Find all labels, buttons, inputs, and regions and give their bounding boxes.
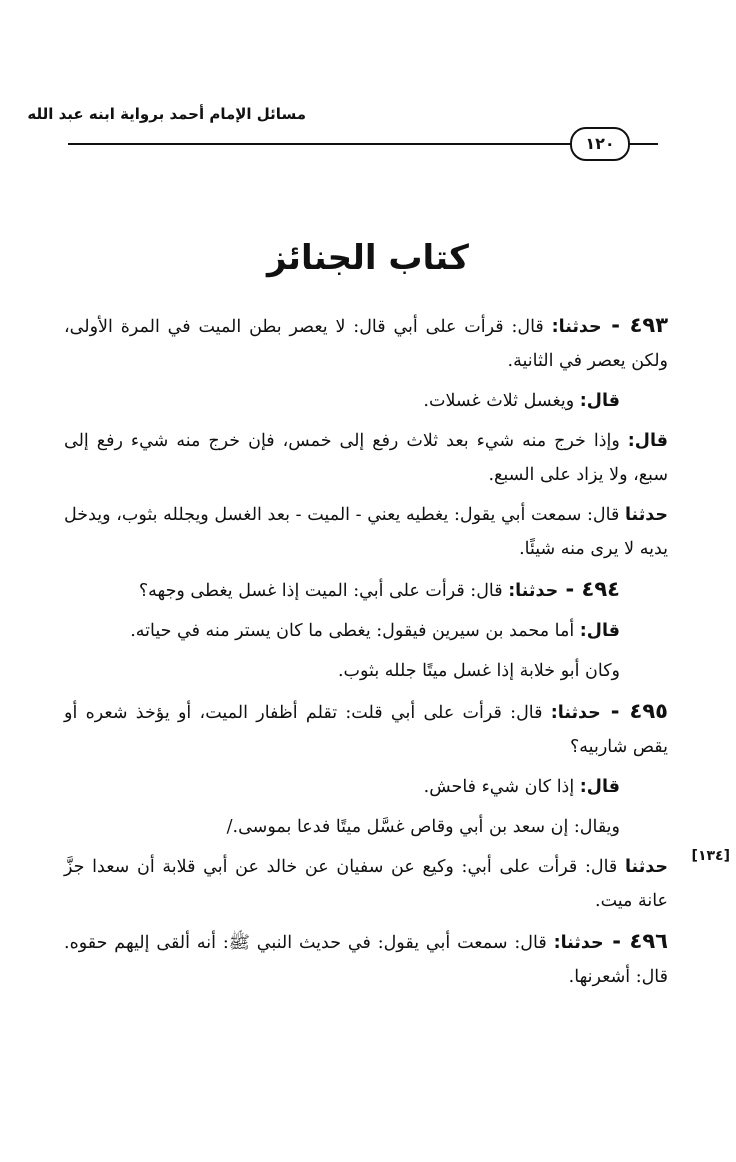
paragraph-text: وإذا خرج منه شيء بعد ثلاث رفع إلى خمس، فإن خرج منه شيء رفع إلى سبع، ولا يزاد على السبع.	[64, 431, 668, 485]
paragraph	[64, 424, 668, 492]
paragraph	[64, 810, 668, 844]
issue-number: ٤٩٥	[629, 699, 668, 723]
paragraph-keyword: حدثنا:	[550, 703, 601, 723]
paragraph-text: قال: سمعت أبي يقول: يغطيه يعني - الميت - بعد الغسل ويجلله بثوب، ويدخل يديه لا يرى منه شيئًا.	[64, 505, 668, 559]
paragraph-keyword: قال:	[579, 391, 620, 411]
paragraph-text: أما محمد بن سيرين فيقول: يغطى ما كان يستر منه في حياته.	[130, 621, 580, 641]
body-text	[64, 308, 668, 1000]
paragraph-text: ويقال: إن سعد بن أبي وقاص غسَّل ميتًا فدعا بموسى./	[226, 817, 620, 837]
paragraph-keyword: حدثنا:	[508, 581, 559, 601]
paragraph	[64, 654, 668, 688]
chapter-title: كتاب الجنائز	[267, 238, 469, 278]
paragraph-keyword: قال:	[579, 621, 620, 641]
paragraph: ٤٩٦ - حدثنا: قال: سمعت أبي يقول: في حديث النبي ﷺ: أنه ألقى إليهم حقوه. قال: أشعرنها.	[64, 929, 668, 987]
paragraph-keyword: حدثنا:	[553, 933, 604, 953]
paragraph	[64, 770, 668, 804]
paragraph-text: وكان أبو خلابة إذا غسل ميتًا جلله بثوب.	[337, 661, 620, 681]
paragraph	[64, 850, 668, 918]
paragraph-text: إذا كان شيء فاحش.	[423, 777, 580, 797]
paragraph-text: قال: قرأت على أبي: وكيع عن سفيان عن خالد عن أبي قلابة أن سعدا جزَّ عانة ميت.	[64, 857, 668, 911]
paragraph	[64, 498, 668, 566]
issue-number: ٤٩٤	[581, 577, 620, 601]
paragraph: ٤٩٤ - حدثنا: قال: قرأت على أبي: الميت إذا غسل يغطى وجهه؟	[138, 577, 620, 601]
paragraph: ٤٩٣ - حدثنا: قال: قرأت على أبي قال: لا يعصر بطن الميت في المرة الأولى، ولكن يعصر في الثانية.	[64, 313, 669, 371]
paragraph-text: قال: قرأت على أبي قال: لا يعصر بطن الميت في المرة الأولى، ولكن يعصر في الثانية.	[64, 317, 668, 371]
margin-reference: [١٣٤]	[691, 848, 730, 864]
paragraph-text: قال: قرأت على أبي: الميت إذا غسل يغطى وجهه؟	[138, 581, 509, 601]
page-number: ١٢٠	[570, 127, 630, 161]
running-header: مسائل الإمام أحمد برواية ابنه عبد الله	[27, 105, 306, 123]
paragraph-keyword: قال:	[627, 431, 668, 451]
paragraph-text: قال: قرأت على أبي قلت: تقلم أظفار الميت، أو يؤخذ شعره أو يقص شاربيه؟	[64, 703, 668, 757]
issue-number: ٤٩٦	[629, 929, 668, 953]
paragraph-keyword: حدثنا:	[551, 317, 602, 337]
paragraph-keyword: قال:	[579, 777, 620, 797]
paragraph	[64, 614, 668, 648]
paragraph-keyword: حدثنا	[624, 857, 668, 877]
paragraph-text: قال: سمعت أبي يقول: في حديث النبي ﷺ: أنه ألقى إليهم حقوه. قال: أشعرنها.	[64, 933, 668, 987]
paragraph	[64, 384, 668, 418]
paragraph-keyword: حدثنا	[624, 505, 668, 525]
paragraph: ٤٩٥ - حدثنا: قال: قرأت على أبي قلت: تقلم أظفار الميت، أو يؤخذ شعره أو يقص شاربيه؟	[64, 699, 668, 757]
issue-number: ٤٩٣	[629, 313, 669, 337]
paragraph-text: ويغسل ثلاث غسلات.	[423, 391, 580, 411]
